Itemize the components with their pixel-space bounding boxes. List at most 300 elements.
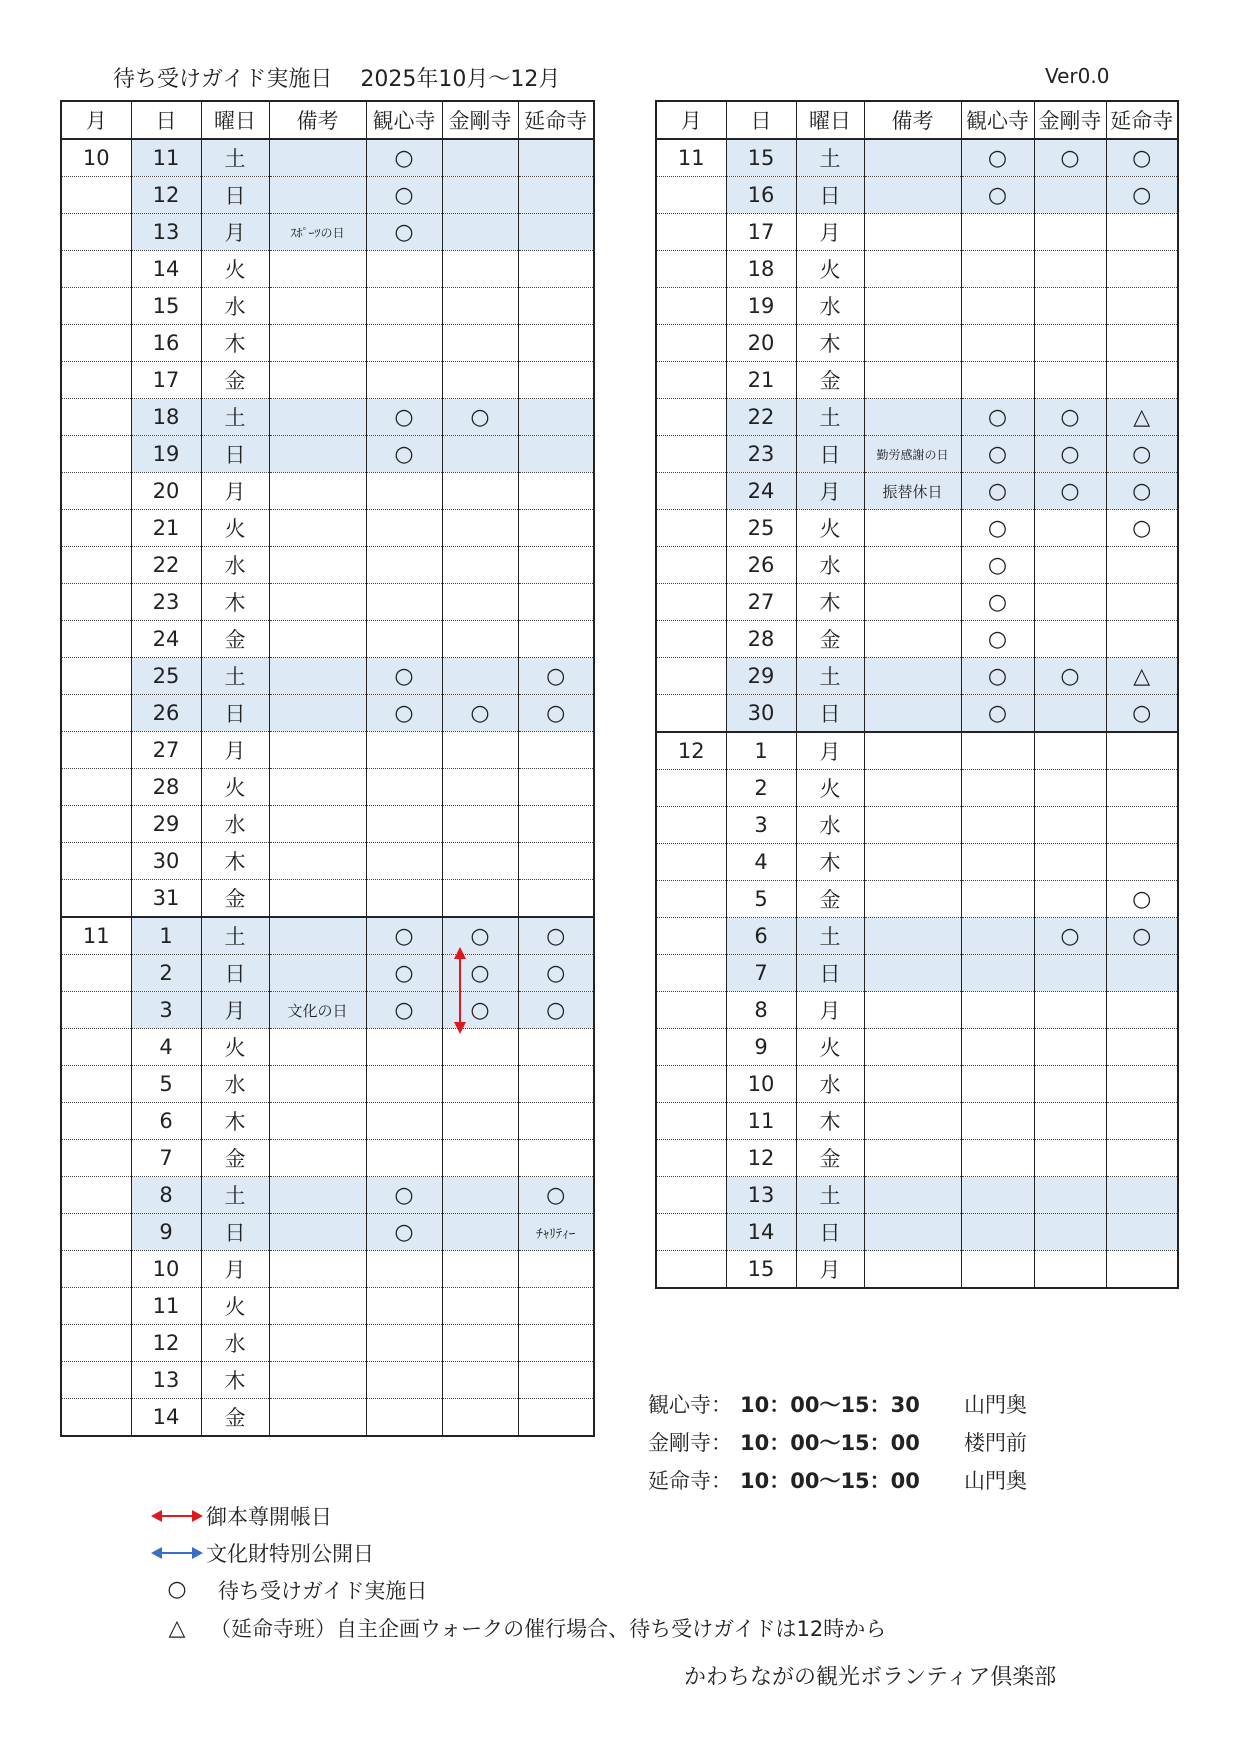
enmeiji-cell xyxy=(1106,1140,1178,1177)
day-cell: 21 xyxy=(726,362,796,399)
day-cell: 24 xyxy=(131,621,201,658)
month-cell xyxy=(656,807,726,844)
table-row xyxy=(656,807,1178,844)
kongoji-cell xyxy=(442,621,518,658)
kanshinji-cell xyxy=(961,732,1034,770)
kongoji-cell xyxy=(442,1288,518,1325)
enmeiji-cell: ○ xyxy=(1106,918,1178,955)
month-cell xyxy=(656,362,726,399)
weekday-cell: 金 xyxy=(201,1140,269,1177)
enmeiji-cell xyxy=(518,1362,594,1399)
kanshinji-cell: ○ xyxy=(366,177,442,214)
weekday-cell: 木 xyxy=(796,325,864,362)
col-dow: 曜日 xyxy=(201,101,269,139)
enmeiji-cell xyxy=(1106,584,1178,621)
enmeiji-cell xyxy=(518,547,594,584)
month-cell xyxy=(61,251,131,288)
enmeiji-cell xyxy=(1106,1066,1178,1103)
note-cell xyxy=(269,1325,366,1362)
enmeiji-cell xyxy=(1106,992,1178,1029)
kongoji-cell xyxy=(442,325,518,362)
kanshinji-cell xyxy=(961,955,1034,992)
enmeiji-cell: ○ xyxy=(518,917,594,955)
kanshinji-cell xyxy=(366,1066,442,1103)
enmeiji-cell xyxy=(518,621,594,658)
enmeiji-cell: △ xyxy=(1106,658,1178,695)
col-kanshinji: 観心寺 xyxy=(961,101,1034,139)
weekday-cell: 木 xyxy=(796,844,864,881)
kongoji-cell xyxy=(1034,1251,1106,1289)
note-cell xyxy=(864,695,961,733)
red-arrow-icon xyxy=(148,1509,206,1523)
enmeiji-cell xyxy=(1106,1177,1178,1214)
title-period: 2025年10月～12月 xyxy=(360,67,561,92)
month-cell xyxy=(656,658,726,695)
note-cell xyxy=(864,547,961,584)
month-cell xyxy=(61,806,131,843)
note-cell xyxy=(864,844,961,881)
day-cell: 14 xyxy=(131,1399,201,1437)
col-month: 月 xyxy=(656,101,726,139)
kanshinji-cell xyxy=(366,1362,442,1399)
kongoji-cell xyxy=(1034,1214,1106,1251)
table-row xyxy=(656,1251,1178,1289)
kanshinji-cell xyxy=(961,214,1034,251)
day-cell: 27 xyxy=(131,732,201,769)
weekday-cell: 土 xyxy=(796,139,864,177)
day-cell: 4 xyxy=(131,1029,201,1066)
note-cell xyxy=(864,1177,961,1214)
table-row xyxy=(61,436,594,473)
table-row xyxy=(61,843,594,880)
note-cell xyxy=(269,1140,366,1177)
kanshinji-cell xyxy=(366,1288,442,1325)
kanshinji-cell xyxy=(961,1140,1034,1177)
weekday-cell: 日 xyxy=(796,955,864,992)
weekday-cell: 水 xyxy=(201,1066,269,1103)
weekday-cell: 日 xyxy=(796,1214,864,1251)
kanshinji-cell: ○ xyxy=(961,510,1034,547)
kongoji-cell: ○ xyxy=(1034,436,1106,473)
month-cell xyxy=(656,1214,726,1251)
note-cell xyxy=(269,325,366,362)
day-cell: 8 xyxy=(131,1177,201,1214)
kongoji-cell: ○ xyxy=(1034,473,1106,510)
note-cell xyxy=(864,584,961,621)
weekday-cell: 月 xyxy=(201,732,269,769)
kongoji-cell xyxy=(1034,325,1106,362)
month-cell xyxy=(656,844,726,881)
weekday-cell: 月 xyxy=(201,992,269,1029)
kanshinji-cell: ○ xyxy=(961,436,1034,473)
month-cell xyxy=(61,436,131,473)
day-cell: 6 xyxy=(726,918,796,955)
table-row xyxy=(656,214,1178,251)
note-cell xyxy=(269,806,366,843)
weekday-cell: 木 xyxy=(201,843,269,880)
kanshinji-cell xyxy=(366,843,442,880)
weekday-cell: 日 xyxy=(201,1214,269,1251)
day-cell: 11 xyxy=(131,1288,201,1325)
weekday-cell: 月 xyxy=(201,1251,269,1288)
kanshinji-cell xyxy=(366,732,442,769)
kongoji-cell xyxy=(1034,844,1106,881)
enmeiji-cell xyxy=(1106,844,1178,881)
enmeiji-cell xyxy=(518,769,594,806)
kanshinji-cell: ○ xyxy=(961,139,1034,177)
note-cell xyxy=(269,621,366,658)
kanshinji-cell xyxy=(366,473,442,510)
note-cell xyxy=(269,510,366,547)
kanshinji-cell xyxy=(366,547,442,584)
note-cell xyxy=(864,918,961,955)
kanshinji-cell xyxy=(366,880,442,918)
day-cell: 10 xyxy=(726,1066,796,1103)
weekday-cell: 土 xyxy=(796,918,864,955)
kanshinji-cell xyxy=(961,807,1034,844)
enmeiji-cell: ○ xyxy=(1106,510,1178,547)
kongoji-cell xyxy=(442,1103,518,1140)
kanshinji-cell: ○ xyxy=(961,658,1034,695)
day-cell: 13 xyxy=(131,1362,201,1399)
day-cell: 18 xyxy=(726,251,796,288)
day-cell: 12 xyxy=(131,1325,201,1362)
weekday-cell: 月 xyxy=(796,992,864,1029)
table-row xyxy=(656,547,1178,584)
table-row xyxy=(656,1066,1178,1103)
table-row xyxy=(656,177,1178,214)
month-cell: 12 xyxy=(656,732,726,770)
month-cell xyxy=(61,1214,131,1251)
kongoji-cell xyxy=(442,1177,518,1214)
month-cell xyxy=(61,695,131,732)
kongoji-cell xyxy=(442,769,518,806)
day-cell: 17 xyxy=(131,362,201,399)
col-month: 月 xyxy=(61,101,131,139)
day-cell: 6 xyxy=(131,1103,201,1140)
note-cell xyxy=(864,881,961,918)
kanshinji-cell: ○ xyxy=(366,695,442,732)
weekday-cell: 水 xyxy=(796,547,864,584)
weekday-cell: 火 xyxy=(796,1029,864,1066)
weekday-cell: 火 xyxy=(796,251,864,288)
note-cell xyxy=(269,880,366,918)
kanshinji-cell xyxy=(961,1103,1034,1140)
note-cell xyxy=(269,436,366,473)
day-cell: 15 xyxy=(726,1251,796,1289)
day-cell: 28 xyxy=(726,621,796,658)
month-cell xyxy=(656,918,726,955)
kongoji-cell xyxy=(442,1399,518,1437)
enmeiji-cell xyxy=(518,139,594,177)
note-cell xyxy=(864,362,961,399)
day-cell: 25 xyxy=(131,658,201,695)
kanshinji-cell xyxy=(961,1177,1034,1214)
table-row xyxy=(61,621,594,658)
enmeiji-cell xyxy=(518,1140,594,1177)
note-cell xyxy=(269,1399,366,1437)
legend-label: （延命寺班）自主企画ウォークの催行場合、待ち受けガイドは12時から xyxy=(210,1617,887,1641)
day-cell: 13 xyxy=(726,1177,796,1214)
kanshinji-cell xyxy=(366,288,442,325)
note-cell xyxy=(269,955,366,992)
hours-row xyxy=(648,1461,1027,1499)
kongoji-cell xyxy=(1034,1103,1106,1140)
table-row xyxy=(61,1029,594,1066)
month-cell xyxy=(61,1066,131,1103)
kanshinji-cell xyxy=(366,769,442,806)
day-cell: 20 xyxy=(726,325,796,362)
weekday-cell: 水 xyxy=(201,1325,269,1362)
weekday-cell: 水 xyxy=(201,547,269,584)
month-cell xyxy=(61,1029,131,1066)
kongoji-cell xyxy=(442,658,518,695)
note-cell xyxy=(864,1029,961,1066)
kongoji-cell xyxy=(442,436,518,473)
table-row xyxy=(656,695,1178,733)
kongoji-cell: ○ xyxy=(442,992,518,1029)
enmeiji-cell: △ xyxy=(1106,399,1178,436)
weekday-cell: 土 xyxy=(796,658,864,695)
enmeiji-cell xyxy=(518,843,594,880)
kongoji-cell xyxy=(442,1325,518,1362)
kongoji-cell xyxy=(1034,695,1106,733)
kongoji-cell: ○ xyxy=(442,917,518,955)
legend-item-red xyxy=(148,1497,886,1534)
table-row xyxy=(61,177,594,214)
note-cell xyxy=(864,510,961,547)
kongoji-cell xyxy=(1034,621,1106,658)
month-cell xyxy=(656,177,726,214)
note-cell: 勤労感謝の日 xyxy=(864,436,961,473)
kongoji-cell xyxy=(1034,992,1106,1029)
weekday-cell: 木 xyxy=(796,1103,864,1140)
day-cell: 27 xyxy=(726,584,796,621)
enmeiji-cell xyxy=(518,1399,594,1437)
day-cell: 22 xyxy=(726,399,796,436)
month-cell xyxy=(656,251,726,288)
enmeiji-cell: ○ xyxy=(1106,177,1178,214)
hours-place: 山門奥 xyxy=(964,1393,1027,1417)
blue-arrow-icon xyxy=(148,1546,206,1560)
month-cell xyxy=(61,177,131,214)
day-cell: 19 xyxy=(726,288,796,325)
month-cell: 10 xyxy=(61,139,131,177)
kongoji-cell xyxy=(442,139,518,177)
day-cell: 18 xyxy=(131,399,201,436)
kongoji-cell: ○ xyxy=(442,695,518,732)
day-cell: 29 xyxy=(726,658,796,695)
day-cell: 9 xyxy=(131,1214,201,1251)
day-cell: 22 xyxy=(131,547,201,584)
enmeiji-cell: ○ xyxy=(1106,436,1178,473)
note-cell xyxy=(864,770,961,807)
month-cell xyxy=(656,214,726,251)
weekday-cell: 火 xyxy=(796,510,864,547)
kanshinji-cell xyxy=(366,1325,442,1362)
table-row xyxy=(61,1066,594,1103)
enmeiji-cell: ○ xyxy=(518,955,594,992)
note-cell xyxy=(269,658,366,695)
weekday-cell: 火 xyxy=(201,1288,269,1325)
month-cell xyxy=(61,362,131,399)
table-row xyxy=(61,1140,594,1177)
table-row xyxy=(61,325,594,362)
kongoji-cell xyxy=(442,547,518,584)
month-cell xyxy=(656,955,726,992)
weekday-cell: 日 xyxy=(201,695,269,732)
kongoji-cell xyxy=(442,177,518,214)
hours-temple: 金剛寺： xyxy=(648,1431,732,1455)
kanshinji-cell xyxy=(366,1251,442,1288)
enmeiji-cell: ○ xyxy=(518,695,594,732)
note-cell xyxy=(864,251,961,288)
table-row xyxy=(656,436,1178,473)
month-cell xyxy=(61,1399,131,1437)
weekday-cell: 日 xyxy=(796,436,864,473)
kanshinji-cell xyxy=(961,1251,1034,1289)
kongoji-cell xyxy=(1034,288,1106,325)
table-header xyxy=(656,101,1178,139)
weekday-cell: 日 xyxy=(201,436,269,473)
kanshinji-cell xyxy=(366,362,442,399)
kongoji-cell xyxy=(442,251,518,288)
enmeiji-cell xyxy=(1106,288,1178,325)
enmeiji-cell: ○ xyxy=(518,992,594,1029)
note-cell xyxy=(269,769,366,806)
kanshinji-cell xyxy=(961,881,1034,918)
enmeiji-cell xyxy=(518,177,594,214)
enmeiji-cell xyxy=(518,1066,594,1103)
month-cell xyxy=(656,1251,726,1289)
day-cell: 4 xyxy=(726,844,796,881)
day-cell: 31 xyxy=(131,880,201,918)
table-row xyxy=(61,806,594,843)
note-cell xyxy=(864,658,961,695)
kongoji-cell xyxy=(1034,770,1106,807)
day-cell: 12 xyxy=(131,177,201,214)
note-cell xyxy=(864,1066,961,1103)
weekday-cell: 月 xyxy=(796,214,864,251)
table-row xyxy=(656,732,1178,770)
table-row xyxy=(656,1177,1178,1214)
note-cell xyxy=(269,1066,366,1103)
day-cell: 28 xyxy=(131,769,201,806)
day-cell: 23 xyxy=(131,584,201,621)
hours-place: 山門奥 xyxy=(964,1469,1027,1493)
note-cell xyxy=(864,1103,961,1140)
month-cell xyxy=(656,288,726,325)
kanshinji-cell: ○ xyxy=(366,917,442,955)
col-enmeiji: 延命寺 xyxy=(518,101,594,139)
table-row xyxy=(656,510,1178,547)
weekday-cell: 金 xyxy=(796,881,864,918)
weekday-cell: 火 xyxy=(201,251,269,288)
day-cell: 1 xyxy=(726,732,796,770)
kanshinji-cell: ○ xyxy=(366,139,442,177)
table-row xyxy=(61,732,594,769)
col-kanshinji: 観心寺 xyxy=(366,101,442,139)
enmeiji-cell: ○ xyxy=(1106,139,1178,177)
enmeiji-cell: ○ xyxy=(1106,473,1178,510)
month-cell xyxy=(61,214,131,251)
weekday-cell: 土 xyxy=(796,399,864,436)
month-cell xyxy=(61,621,131,658)
enmeiji-cell xyxy=(1106,1251,1178,1289)
weekday-cell: 水 xyxy=(201,288,269,325)
enmeiji-cell xyxy=(1106,770,1178,807)
version-label: Ver0.0 xyxy=(1045,64,1110,88)
month-cell xyxy=(656,770,726,807)
enmeiji-cell xyxy=(518,806,594,843)
month-cell xyxy=(656,436,726,473)
note-cell: 振替休日 xyxy=(864,473,961,510)
table-header xyxy=(61,101,594,139)
table-row xyxy=(656,1029,1178,1066)
weekday-cell: 日 xyxy=(796,177,864,214)
weekday-cell: 土 xyxy=(201,399,269,436)
day-cell: 26 xyxy=(726,547,796,584)
weekday-cell: 金 xyxy=(796,1140,864,1177)
table-row xyxy=(61,399,594,436)
day-cell: 2 xyxy=(726,770,796,807)
table-row xyxy=(61,769,594,806)
day-cell: 15 xyxy=(131,288,201,325)
day-cell: 5 xyxy=(726,881,796,918)
kanshinji-cell: ○ xyxy=(366,399,442,436)
kanshinji-cell xyxy=(961,770,1034,807)
triangle-icon: △ xyxy=(168,1615,186,1641)
weekday-cell: 月 xyxy=(796,732,864,770)
kanshinji-cell xyxy=(366,325,442,362)
kanshinji-cell xyxy=(961,844,1034,881)
kongoji-cell: ○ xyxy=(442,955,518,992)
col-enmeiji: 延命寺 xyxy=(1106,101,1178,139)
kongoji-cell xyxy=(442,288,518,325)
day-cell: 24 xyxy=(726,473,796,510)
table-row xyxy=(61,510,594,547)
table-row xyxy=(61,547,594,584)
kongoji-cell xyxy=(442,214,518,251)
day-cell: 9 xyxy=(726,1029,796,1066)
month-cell xyxy=(61,1177,131,1214)
month-cell xyxy=(656,1140,726,1177)
day-cell: 2 xyxy=(131,955,201,992)
note-cell xyxy=(269,1103,366,1140)
kongoji-cell xyxy=(442,1214,518,1251)
table-row xyxy=(656,658,1178,695)
note-cell xyxy=(269,251,366,288)
weekday-cell: 木 xyxy=(201,325,269,362)
day-cell: 30 xyxy=(131,843,201,880)
kanshinji-cell xyxy=(961,325,1034,362)
weekday-cell: 日 xyxy=(796,695,864,733)
day-cell: 14 xyxy=(131,251,201,288)
table-row xyxy=(656,288,1178,325)
kongoji-cell xyxy=(442,584,518,621)
legend-item-triangle xyxy=(148,1608,886,1648)
table-row xyxy=(61,1103,594,1140)
table-row xyxy=(61,992,594,1029)
note-cell xyxy=(269,362,366,399)
note-cell xyxy=(269,1362,366,1399)
weekday-cell: 月 xyxy=(796,1251,864,1289)
table-row xyxy=(61,1251,594,1288)
month-cell xyxy=(61,288,131,325)
weekday-cell: 火 xyxy=(796,770,864,807)
table-row xyxy=(656,1103,1178,1140)
table-row xyxy=(61,251,594,288)
